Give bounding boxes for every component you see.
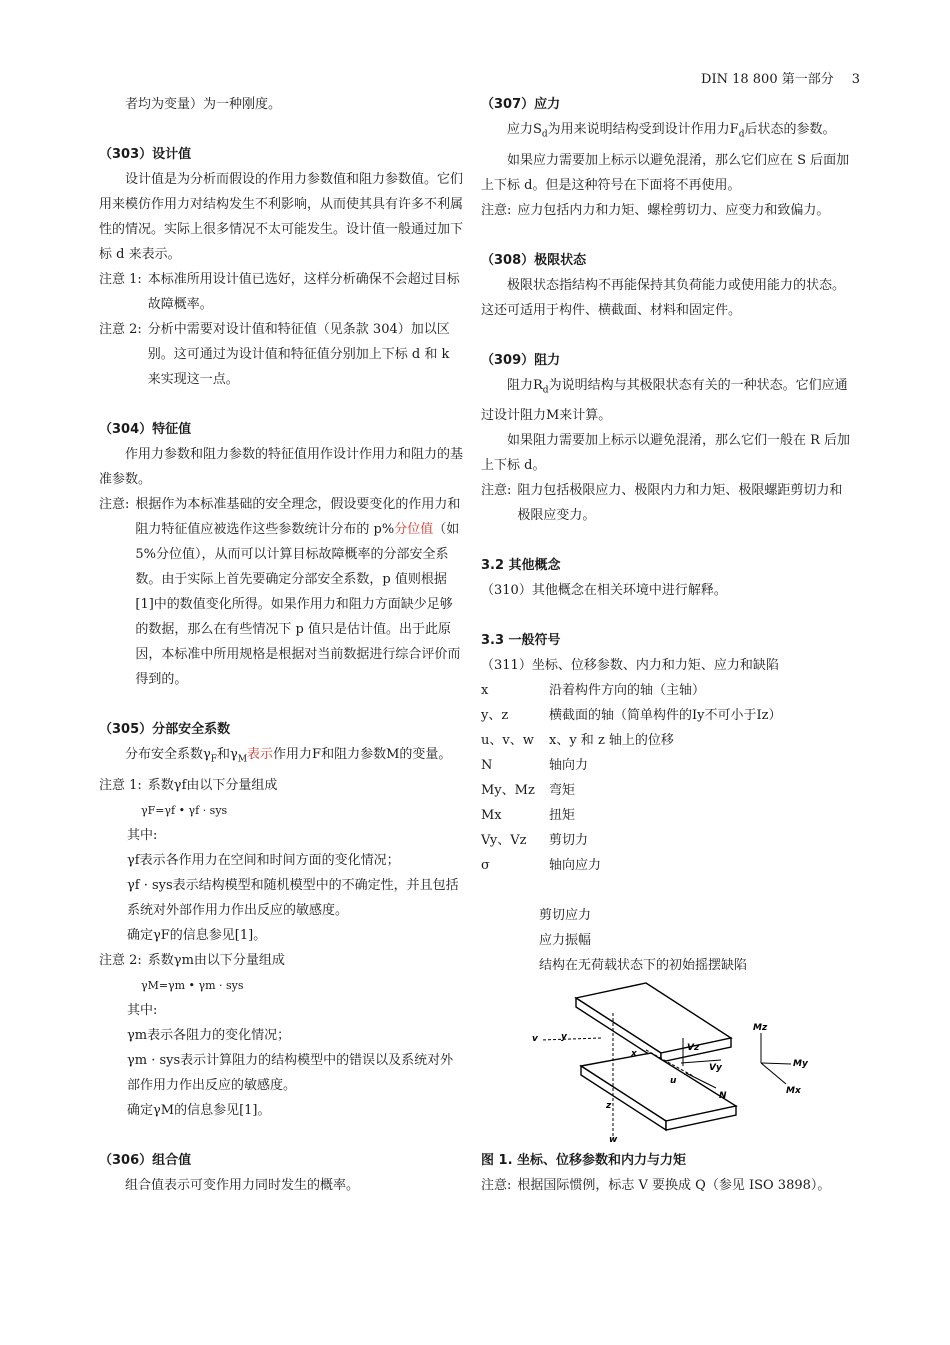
body-part: 应力S <box>507 122 542 137</box>
diagram-label-x: x <box>631 1049 637 1060</box>
i-beam-diagram <box>481 978 853 1148</box>
highlighted-term: 表示 <box>247 747 274 762</box>
section-311-text: （311）坐标、位移参数、内力和力矩、应力和缺陷 <box>481 658 779 674</box>
note-label: 注意 2: <box>99 322 142 337</box>
section-307-body2: 如果应力需要加上标示以避免混淆，那么它们应在 S 后面加上下标 d。但是这种符号在下面将不再使用。 <box>481 152 850 193</box>
definition-item: γm表示各阻力的变化情况； <box>127 1027 291 1043</box>
where-label: 其中: <box>127 1002 158 1018</box>
note-label: 注意: <box>481 1178 512 1194</box>
left-column <box>99 92 465 1198</box>
section-304-note <box>99 492 465 692</box>
note-text: 阻力包括极限应力、极限内力和力矩、极限螺距剪切力和极限应变力。 <box>517 483 843 524</box>
note-label: 注意 2: <box>99 952 142 968</box>
where-label: 其中: <box>127 827 158 843</box>
reference-item: 确定γM的信息参见[1]。 <box>127 1102 271 1118</box>
body-part: 作用力F和阻力参数M的变量。 <box>273 747 452 762</box>
note-text: 分析中需要对设计值和特征值（见条款 304）加以区别。这可通过为设计值和特征值分别加上下标 d 和 k 来实现这一点。 <box>147 322 450 387</box>
section-3-3-heading: 3.3 一般符号 <box>481 633 561 649</box>
note-text: 应力包括内力和力矩、螺栓剪切力、应变力和致偏力。 <box>517 202 830 218</box>
formula-gamma-m: γM=γm • γm · sys <box>141 978 244 992</box>
note-label: 注意: <box>481 483 512 499</box>
diagram-label-u: u <box>670 1076 677 1087</box>
diagram-label-y: y <box>561 1032 567 1043</box>
section-3-2-heading: 3.2 其他概念 <box>481 558 561 574</box>
subscript: d <box>542 385 549 396</box>
body-part: 阻力R <box>507 377 543 393</box>
symbol-meaning: 横截面的轴（简单构件的Iy不可小于Iz） <box>549 708 782 724</box>
subscript: F <box>210 754 218 765</box>
section-306-body: 组合值表示可变作用力同时发生的概率。 <box>125 1177 360 1193</box>
header-title: DIN 18 800 第一部分 <box>701 72 834 87</box>
definition-item: γf · sys表示结构模型和随机模型中的不确定性，并且包括系统对外部作用力作出反应的敏感度。 <box>127 877 459 918</box>
section-309-heading: （309）阻力 <box>481 352 561 368</box>
note-text-part: 根据作为本标准基础的安全理念，假设要变化的作用力和阻力特征值应被选作这些参数统计分布的 p% <box>135 497 461 537</box>
note-label: 注意: <box>99 497 130 512</box>
note-text-part: （如 5%分位值），从而可以计算目标故障概率的分部安全系数。由于实际上首先要确定分部安全系数，p 值则根据[1]中的数值变化所得。如果作用力和阻力方面缺少足够的数据，那么在有些情况下 p 值只是估计值。出于此原因，本标准中所用规格是根据对当前数据进行综合评价而得到的。 <box>135 522 461 687</box>
symbol-meaning: 轴向应力 <box>549 858 602 874</box>
section-305-note2 <box>99 948 465 973</box>
symbol-row <box>481 753 853 778</box>
body-part: 为说明结构与其极限状态有关的一种状态。它们应通过设计阻力M来计算。 <box>481 377 848 424</box>
section-306-heading: （306）组合值 <box>99 1152 192 1168</box>
diagram-label-mx: Mx <box>786 1086 801 1097</box>
symbol-meaning: 剪切力 <box>549 833 589 849</box>
symbol-row <box>481 803 853 828</box>
symbol-row <box>481 853 853 878</box>
formula-gamma-f: γF=γf • γf · sys <box>141 803 228 817</box>
symbol-key: My、Mz <box>481 783 535 799</box>
section-304-body: 作用力参数和阻力参数的特征值用作设计作用力和阻力的基准参数。 <box>99 447 464 487</box>
section-310-text: （310）其他概念在相关环境中进行解释。 <box>481 583 727 599</box>
extra-symbol-item: 应力振幅 <box>539 933 592 949</box>
definition-item: γf表示各作用力在空间和时间方面的变化情况； <box>127 852 400 868</box>
diagram-label-vy: Vy <box>709 1063 722 1074</box>
section-305-note1 <box>99 773 465 798</box>
page-header <box>701 68 860 87</box>
symbol-key: σ <box>481 858 490 874</box>
symbol-row <box>481 778 853 803</box>
symbol-row <box>481 703 853 728</box>
extra-symbol-item: 结构在无荷载状态下的初始摇摆缺陷 <box>539 958 748 974</box>
section-305-body <box>99 742 465 773</box>
body-part: 后状态的参数。 <box>744 122 836 137</box>
subscript: M <box>237 754 248 765</box>
section-305-heading: （305）分部安全系数 <box>99 722 231 737</box>
body-part: 为用来说明结构受到设计作用力F <box>547 122 739 137</box>
symbol-list <box>481 678 853 878</box>
right-column <box>481 92 853 1198</box>
diagram-label-w: w <box>609 1135 618 1146</box>
diagram-label-n: N <box>719 1091 727 1102</box>
section-309-body2: 如果阻力需要加上标示以避免混淆，那么它们一般在 R 后加上下标 d。 <box>481 433 851 474</box>
figure-note <box>481 1173 853 1198</box>
i-beam-figure <box>481 978 853 1148</box>
note-text: 根据国际惯例，标志 V 要换成 Q（参见 ISO 3898）。 <box>517 1178 831 1194</box>
symbol-key: Mx <box>481 808 502 824</box>
note-text <box>135 492 465 692</box>
diagram-label-z: z <box>606 1101 612 1112</box>
symbol-key: N <box>481 758 493 774</box>
section-308-heading: （308）极限状态 <box>481 252 587 268</box>
section-307-heading: （307）应力 <box>481 97 561 112</box>
diagram-label-mz: Mz <box>753 1023 768 1034</box>
note-label: 注意 1: <box>99 272 142 287</box>
section-303-body: 设计值是为分析而假设的作用力参数值和阻力参数值。它们用来模仿作用力对结构发生不利影响，从而使其具有许多不利属性的情况。实际上很多情况不太可能发生。设计值一般通过加下标 d 来表示。 <box>99 172 464 262</box>
diagram-label-vz: Vz <box>687 1043 700 1054</box>
section-309-note <box>481 478 853 528</box>
symbol-meaning: 扭矩 <box>549 808 576 824</box>
section-304-heading: （304）特征值 <box>99 422 192 437</box>
symbol-meaning: 轴向力 <box>549 758 589 774</box>
section-307-body <box>481 117 853 148</box>
note-text: 系数γf由以下分量组成 <box>147 777 278 793</box>
symbol-meaning: 沿着构件方向的轴（主轴） <box>549 683 706 699</box>
highlighted-term: 分位值 <box>394 522 434 537</box>
symbol-row <box>481 678 853 703</box>
body-part: 和γ <box>217 747 238 762</box>
symbol-row <box>481 828 853 853</box>
section-307-note <box>481 198 853 223</box>
figure-caption: 图 1. 坐标、位移参数和内力与力矩 <box>481 1153 687 1169</box>
diagram-label-v: v <box>532 1034 538 1045</box>
symbol-key: x <box>481 683 489 699</box>
note-text: 系数γm由以下分量组成 <box>147 952 285 968</box>
section-308-body: 极限状态指结构不再能保持其负荷能力或使用能力的状态。这还可适用于构件、横截面、材料和固定件。 <box>481 277 846 318</box>
symbol-meaning: x、y 和 z 轴上的位移 <box>549 733 674 749</box>
continued-text: 者均为变量）为一种刚度。 <box>125 97 282 112</box>
note-label: 注意: <box>481 202 512 218</box>
diagram-label-my: My <box>793 1059 808 1070</box>
symbol-key: y、z <box>481 708 509 724</box>
extra-symbol-item: 剪切应力 <box>539 908 592 924</box>
note-label: 注意 1: <box>99 777 142 793</box>
subscript: d <box>541 129 548 140</box>
note-text: 本标准所用设计值已选好，这样分析确保不会超过目标故障概率。 <box>147 272 460 312</box>
section-309-body <box>481 373 853 429</box>
section-303-heading: （303）设计值 <box>99 147 192 162</box>
definition-item: γm · sys表示计算阻力的结构模型中的错误以及系统对外部作用力作出反应的敏感度。 <box>127 1052 454 1093</box>
page-number: 3 <box>851 72 860 87</box>
reference-item: 确定γF的信息参见[1]。 <box>127 927 267 943</box>
body-part: 分布安全系数γ <box>125 747 211 762</box>
subscript: d <box>738 129 745 140</box>
symbol-row <box>481 728 853 753</box>
symbol-key: u、v、w <box>481 733 534 749</box>
symbol-meaning: 弯矩 <box>549 783 576 799</box>
symbol-key: Vy、Vz <box>481 833 527 849</box>
section-303-note1 <box>99 267 465 317</box>
section-303-note2 <box>99 317 465 392</box>
